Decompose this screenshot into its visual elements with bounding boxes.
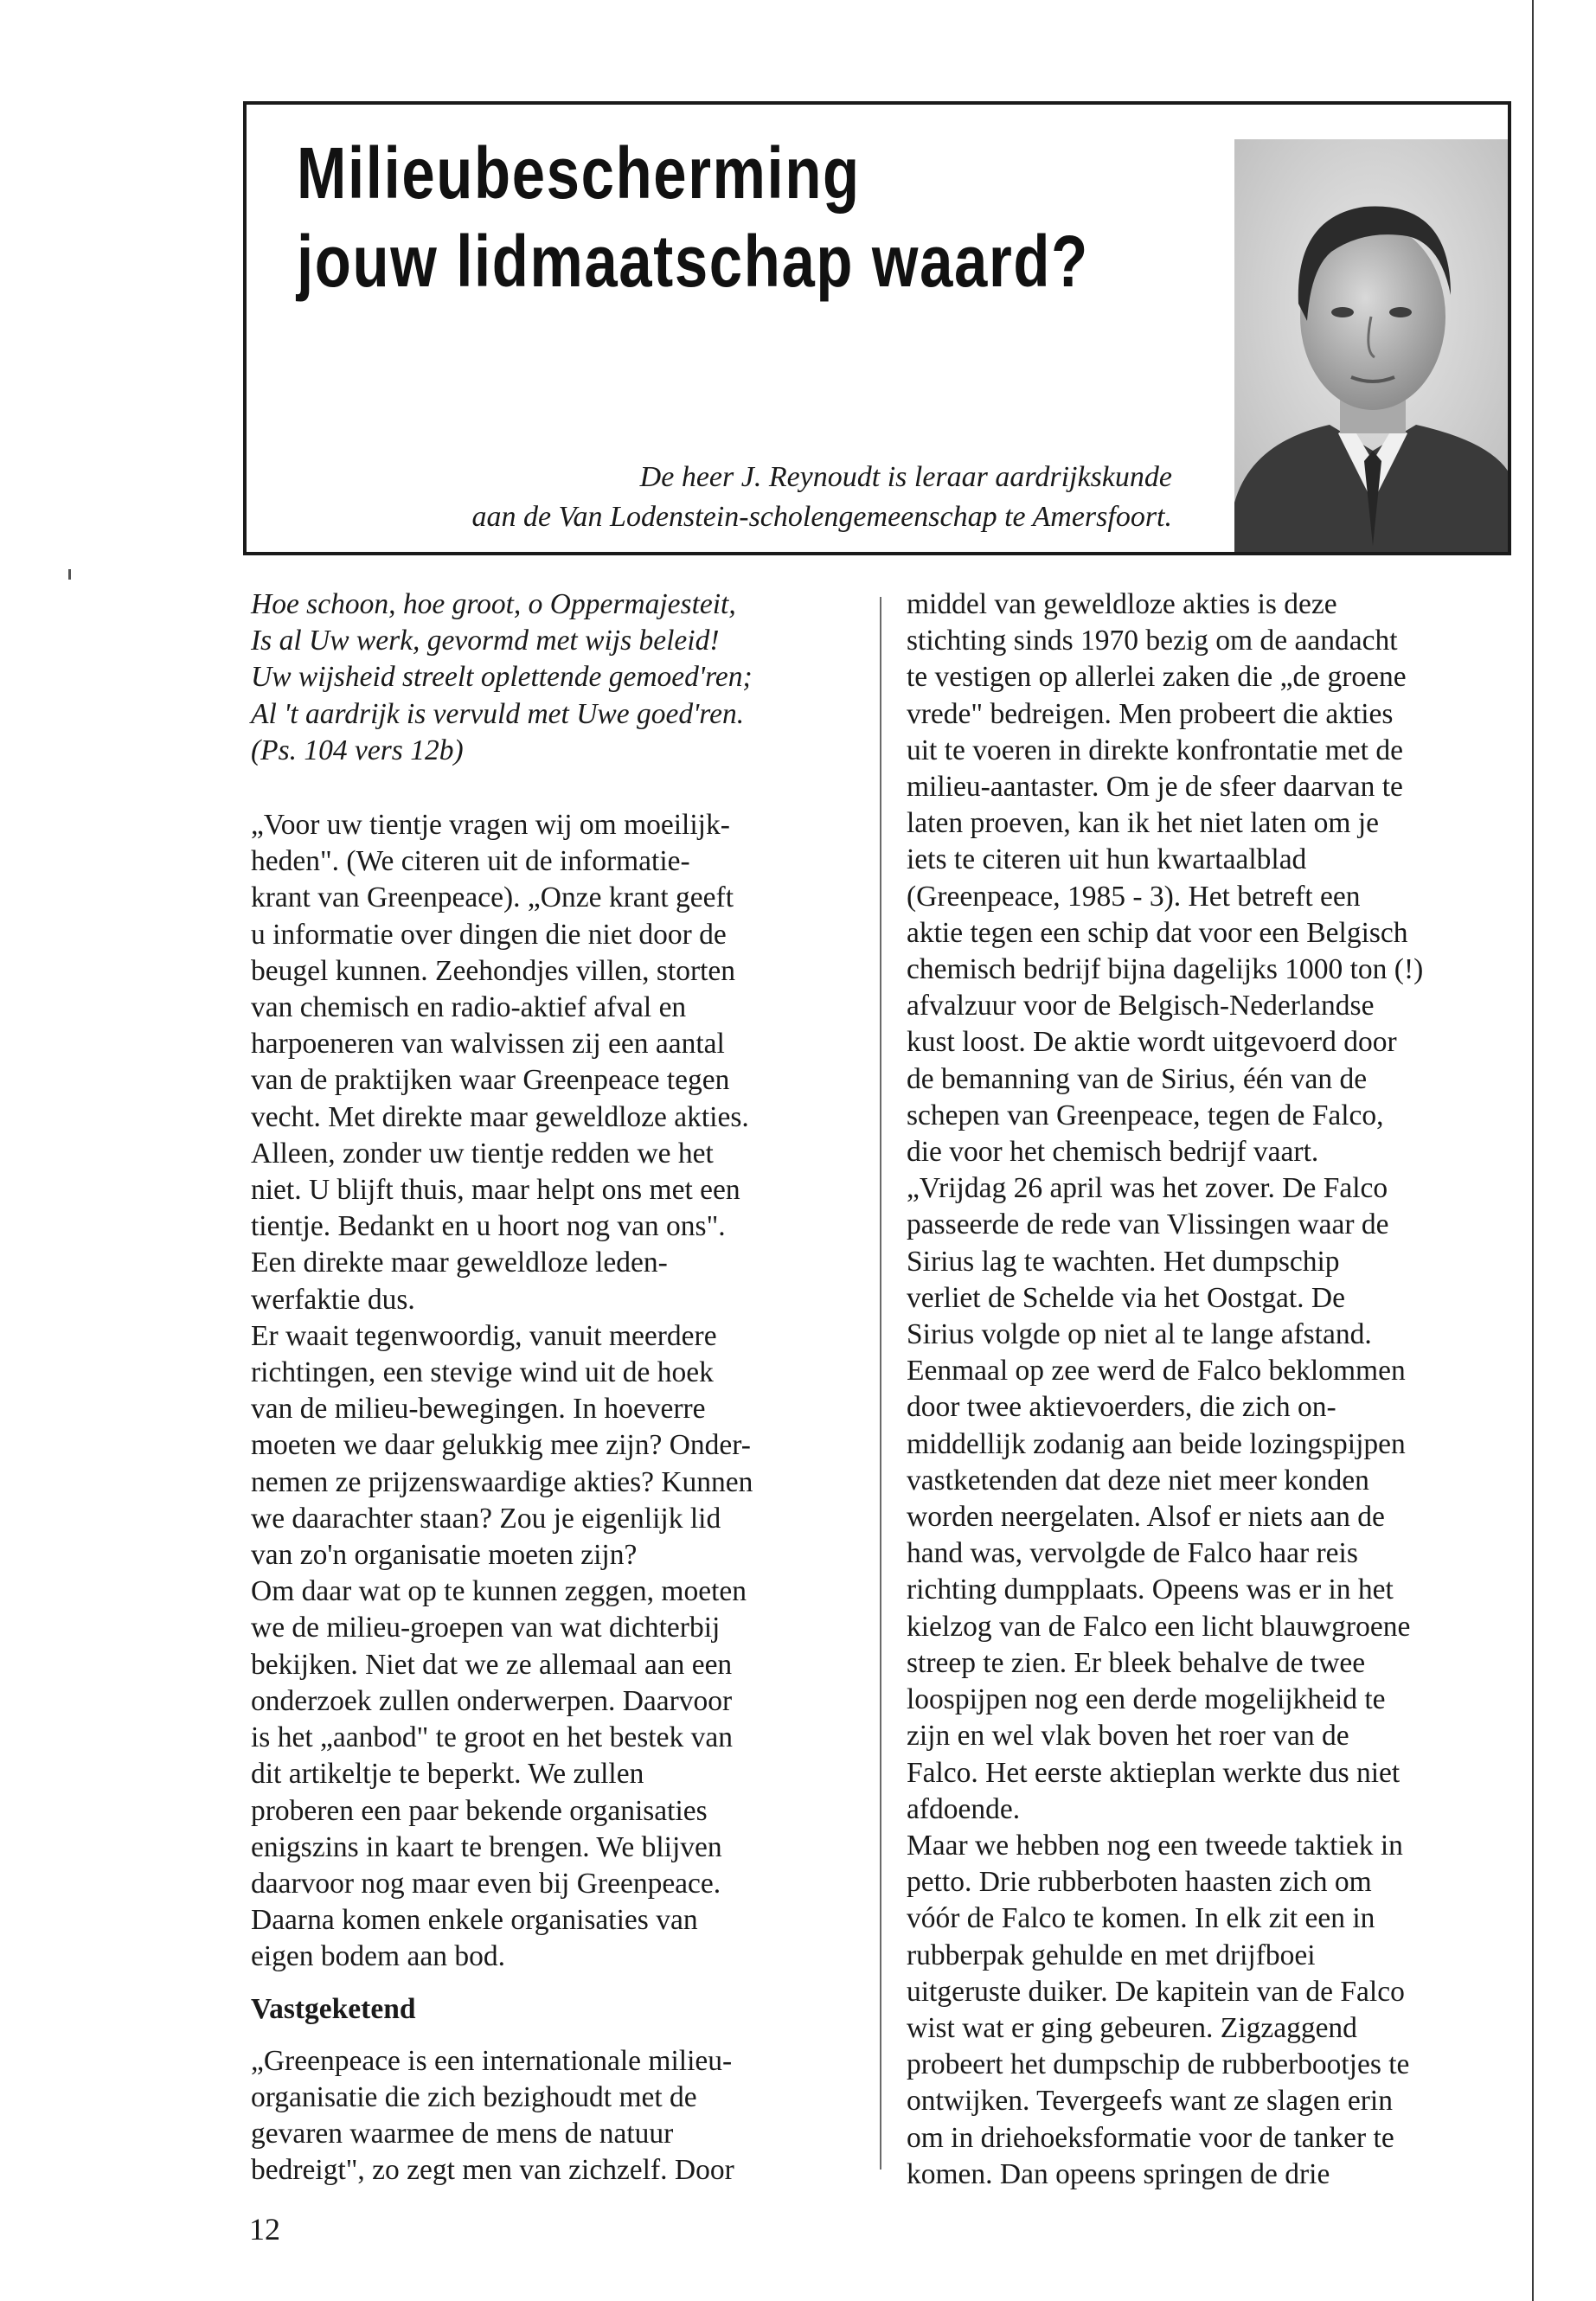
text-line: bekijken. Niet dat we ze allemaal aan een <box>251 1648 733 1681</box>
text-line: afdoende. <box>907 1792 1021 1825</box>
psalm-quote <box>251 586 874 769</box>
text-line: Sirius volgde op niet al te lange afstand. <box>907 1318 1372 1351</box>
text-line: heden". (We citeren uit de informatie- <box>251 845 690 878</box>
text-line: afvalzuur voor de Belgisch-Nederlandse <box>907 990 1375 1022</box>
text-line: Sirius lag te wachten. Het dumpschip <box>907 1245 1340 1278</box>
text-line: milieu-aantaster. Om je de sfeer daarvan te <box>907 771 1403 804</box>
text-line: van de praktijken waar Greenpeace tegen <box>251 1064 730 1097</box>
text-line: moeten we daar gelukkig mee zijn? Onder- <box>251 1429 751 1462</box>
title-line-2: jouw lidmaatschap waard? <box>297 221 1089 302</box>
text-line: uit te voeren in direkte konfrontatie met de <box>907 734 1403 766</box>
spacer <box>251 2028 874 2043</box>
section-heading: Vastgeketend <box>251 1992 416 2025</box>
text-line: schepen van Greenpeace, tegen de Falco, <box>907 1099 1384 1131</box>
text-line: gevaren waarmee de mens de natuur <box>251 2118 674 2150</box>
text-line: rubberpak gehulde en met drijfboei <box>907 1939 1316 1971</box>
text-line: werfaktie dus. <box>251 1283 415 1316</box>
text-line: aktie tegen een schip dat voor een Belgisch <box>907 916 1408 949</box>
text-line: streep te zien. Er bleek behalve de twee <box>907 1646 1366 1679</box>
text-line: Maar we hebben nog een tweede taktiek in <box>907 1829 1403 1862</box>
text-line: vóór de Falco te komen. In elk zit een in <box>907 1902 1375 1935</box>
text-line: door twee aktievoerders, die zich on- <box>907 1391 1336 1424</box>
text-line: vastketenden dat deze niet meer konden <box>907 1464 1369 1497</box>
scan-mark <box>68 569 71 580</box>
text-line: Falco. Het eerste aktieplan werkte dus niet <box>907 1756 1401 1789</box>
text-line: kielzog van de Falco een licht blauwgroene <box>907 1610 1411 1643</box>
right-column <box>907 586 1529 2193</box>
poem-line: Is al Uw werk, gevormd met wijs beleid! <box>251 625 720 657</box>
poem-line: Uw wijsheid streelt oplettende gemoed'ren; <box>251 661 753 694</box>
poem-line: Hoe schoon, hoe groot, o Oppermajesteit, <box>251 588 736 620</box>
text-line: organisatie die zich bezighoudt met de <box>251 2080 697 2113</box>
text-line: kust loost. De aktie wordt uitgevoerd door <box>907 1026 1397 1059</box>
text-line: „Greenpeace is een internationale milieu- <box>251 2044 733 2077</box>
column-divider <box>880 597 881 2170</box>
text-line: passeerde de rede van Vlissingen waar de <box>907 1208 1389 1241</box>
text-line: Alleen, zonder uw tientje redden we het <box>251 1137 714 1170</box>
text-line: bedreigt", zo zegt men van zichzelf. Door <box>251 2154 734 2187</box>
section-text <box>251 2043 874 2189</box>
text-line: tientje. Bedankt en u hoort nog van ons". <box>251 1210 726 1243</box>
text-line: dit artikeltje te beperkt. We zullen <box>251 1758 644 1791</box>
text-line: daarvoor nog maar even bij Greenpeace. <box>251 1867 721 1900</box>
text-line: is het „aanbod" te groot en het bestek van <box>251 1721 733 1754</box>
article-title <box>297 129 1089 305</box>
text-line: stichting sinds 1970 bezig om de aandacht <box>907 625 1398 657</box>
text-line: „Vrijdag 26 april was het zover. De Falco <box>907 1172 1388 1205</box>
header-box <box>243 101 1511 555</box>
left-column <box>251 586 874 2189</box>
spacer <box>251 769 874 807</box>
text-line: Een direkte maar geweldloze leden- <box>251 1247 668 1279</box>
text-line: van de milieu-bewegingen. In hoeverre <box>251 1393 706 1426</box>
text-line: vecht. Met direkte maar geweldloze akties. <box>251 1100 749 1133</box>
title-line-1: Milieubescherming <box>297 132 861 214</box>
text-line: proberen een paar bekende organisaties <box>251 1794 708 1827</box>
text-line: de bemanning van de Sirius, één van de <box>907 1062 1368 1095</box>
text-line: Daarna komen enkele organisaties van <box>251 1904 698 1937</box>
text-line: middel van geweldloze akties is deze <box>907 588 1337 620</box>
text-line: vrede" bedreigen. Men probeert die akties <box>907 697 1394 730</box>
caption-line-1: De heer J. Reynoudt is leraar aardrijkskunde <box>639 461 1172 493</box>
text-line: van chemisch en radio-aktief afval en <box>251 991 687 1024</box>
page-edge-rule <box>1532 0 1534 2301</box>
portrait-photo <box>1234 139 1511 555</box>
text-line: nemen ze prijzenswaardige akties? Kunnen <box>251 1465 753 1498</box>
text-line: van zo'n organisatie moeten zijn? <box>251 1539 638 1572</box>
text-line: petto. Drie rubberboten haasten zich om <box>907 1866 1372 1899</box>
text-line: komen. Dan opeens springen de drie <box>907 2157 1330 2190</box>
text-line: we daarachter staan? Zou je eigenlijk lid <box>251 1502 721 1535</box>
text-line: (Greenpeace, 1985 - 3). Het betreft een <box>907 880 1361 913</box>
text-line: die voor het chemisch bedrijf vaart. <box>907 1136 1319 1169</box>
text-line: u informatie over dingen die niet door de <box>251 918 727 951</box>
text-line: chemisch bedrijf bijna dagelijks 1000 ton (!) <box>907 953 1424 986</box>
poem-reference: (Ps. 104 vers 12b) <box>251 734 464 766</box>
text-line: laten proeven, kan ik het niet laten om je <box>907 807 1380 840</box>
text-line: onderzoek zullen onderwerpen. Daarvoor <box>251 1684 733 1717</box>
text-line: zijn en wel vlak boven het roer van de <box>907 1720 1349 1753</box>
text-line: middellijk zodanig aan beide lozingspijpen <box>907 1427 1406 1460</box>
text-line: richting dumpplaats. Opeens was er in het <box>907 1574 1394 1606</box>
text-line: eigen bodem aan bod. <box>251 1940 505 1973</box>
text-line: beugel kunnen. Zeehondjes villen, storten <box>251 954 736 987</box>
text-line: ontwijken. Tevergeefs want ze slagen erin <box>907 2085 1393 2118</box>
text-line: hand was, vervolgde de Falco haar reis <box>907 1537 1358 1570</box>
body-text <box>251 807 874 1976</box>
text-line: uitgeruste duiker. De kapitein van de Falco <box>907 1975 1405 2008</box>
author-caption <box>247 458 1172 537</box>
text-line: richtingen, een stevige wind uit de hoek <box>251 1356 714 1389</box>
text-line: „Voor uw tientje vragen wij om moeilijk- <box>251 809 730 842</box>
text-line: iets te citeren uit hun kwartaalblad <box>907 843 1307 876</box>
text-line: enigszins in kaart te brengen. We blijven <box>251 1830 722 1863</box>
text-line: worden neergelaten. Alsof er niets aan de <box>907 1501 1385 1534</box>
text-line: wist wat er ging gebeuren. Zigzaggend <box>907 2011 1357 2044</box>
text-line: harpoeneren van walvissen zij een aantal <box>251 1028 725 1061</box>
text-line: probeert het dumpschip de rubberbootjes te <box>907 2048 1410 2081</box>
text-line: Om daar wat op te kunnen zeggen, moeten <box>251 1575 747 1608</box>
text-line: niet. U blijft thuis, maar helpt ons met een <box>251 1174 740 1207</box>
poem-line: Al 't aardrijk is vervuld met Uwe goed'ren. <box>251 697 745 730</box>
text-line: we de milieu-groepen van wat dichterbij <box>251 1612 721 1644</box>
text-line: om in driehoeksformatie voor de tanker te <box>907 2121 1394 2154</box>
spacer <box>251 1976 874 1991</box>
caption-line-2: aan de Van Lodenstein-scholengemeenschap te Amersfoort. <box>471 501 1172 533</box>
text-line: krant van Greenpeace). „Onze krant geeft <box>251 881 734 914</box>
text-line: te vestigen op allerlei zaken die „de groene <box>907 661 1407 694</box>
text-line: loospijpen nog een derde mogelijkheid te <box>907 1683 1386 1716</box>
text-line: verliet de Schelde via het Oostgat. De <box>907 1281 1345 1314</box>
text-line: Er waait tegenwoordig, vanuit meerdere <box>251 1319 717 1352</box>
text-line: Eenmaal op zee werd de Falco beklommen <box>907 1355 1406 1388</box>
page-number: 12 <box>249 2212 280 2247</box>
